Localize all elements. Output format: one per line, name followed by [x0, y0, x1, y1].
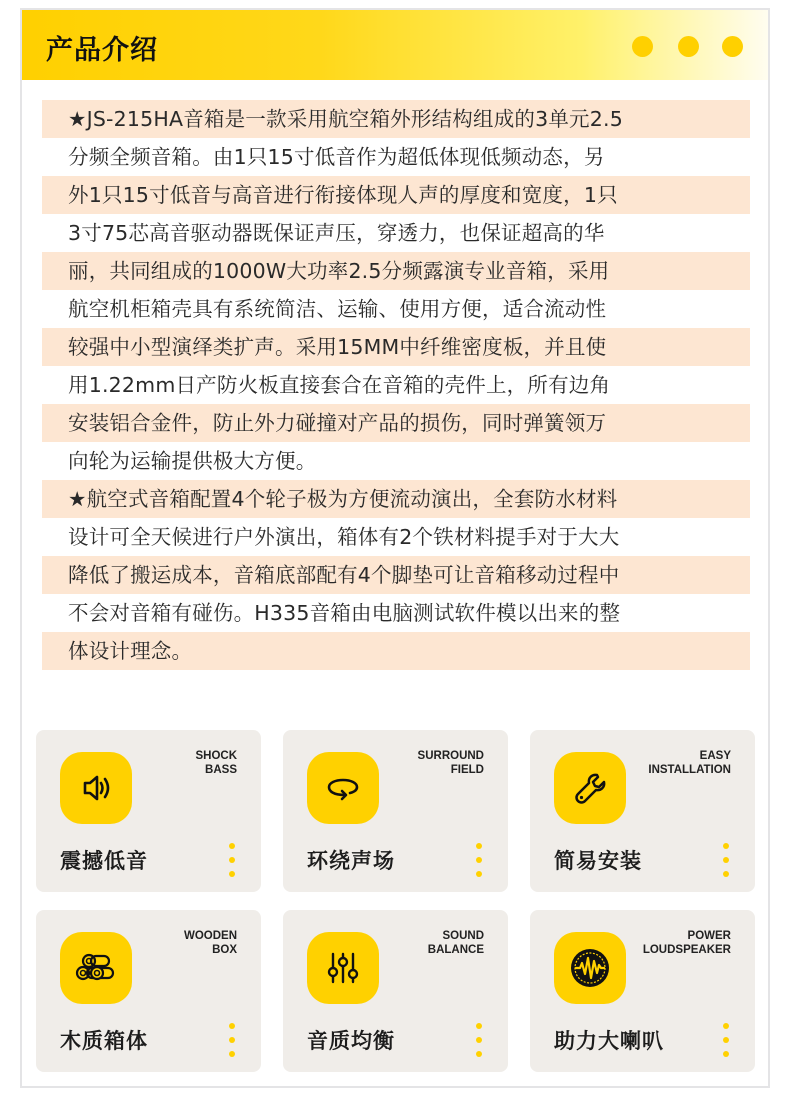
feature-en-label: EASY INSTALLATION — [648, 750, 731, 776]
feature-card-power-loudspeaker[interactable] — [530, 910, 755, 1072]
wood-logs-icon — [60, 932, 132, 1004]
feature-card-sound-balance[interactable] — [283, 910, 508, 1072]
feature-zh-label: 助力大喇叭 — [554, 1029, 664, 1053]
product-intro-frame — [20, 8, 770, 1088]
feature-zh-label: 音质均衡 — [307, 1029, 395, 1053]
description-line: 丽，共同组成的1000W大功率2.5分频露演专业音箱，采用 — [42, 252, 750, 290]
description-line: ★JS-215HA音箱是一款采用航空箱外形结构组成的3单元2.5 — [42, 100, 750, 138]
more-options-icon[interactable] — [722, 1023, 730, 1057]
feature-en-label: SURROUND FIELD — [417, 750, 484, 776]
more-options-icon[interactable] — [475, 1023, 483, 1057]
feature-zh-label: 环绕声场 — [307, 849, 395, 873]
feature-en-label: SOUND BALANCE — [427, 930, 484, 956]
feature-en-label: WOODEN BOX — [183, 930, 237, 956]
description-line: 设计可全天候进行户外演出，箱体有2个铁材料提手对于大大 — [68, 525, 620, 549]
feature-card-wooden-box[interactable] — [36, 910, 261, 1072]
description-line: 不会对音箱有碰伤。H335音箱由电脑测试软件模以出来的整 — [68, 601, 621, 625]
more-options-icon[interactable] — [722, 843, 730, 877]
section-title: 产品介绍 — [46, 35, 158, 66]
description-line: 安装铝合金件，防止外力碰撞对产品的损伤，同时弹簧领万 — [42, 404, 750, 442]
feature-en-label: SHOCK BASS — [195, 750, 237, 776]
description-line: 分频全频音箱。由1只15寸低音作为超低体现低频动态，另 — [68, 145, 605, 169]
more-options-icon[interactable] — [475, 843, 483, 877]
description-line: 体设计理念。 — [42, 632, 750, 670]
description-line: 航空机柜箱壳具有系统简洁、运输、使用方便，适合流动性 — [68, 297, 607, 321]
product-description — [42, 100, 750, 670]
description-line: 向轮为运输提供极大方便。 — [68, 449, 317, 473]
equalizer-sliders-icon — [307, 932, 379, 1004]
speaker-waves-icon — [60, 752, 132, 824]
header-dot — [678, 36, 699, 57]
header-dot — [722, 36, 743, 57]
description-line: 3寸75芯高音驱动器既保证声压，穿透力，也保证超高的华 — [68, 221, 605, 245]
power-sound-icon — [554, 932, 626, 1004]
description-line: 用1.22mm日产防火板直接套合在音箱的壳件上，所有边角 — [68, 373, 611, 397]
section-header — [22, 10, 768, 80]
description-line: 外1只15寸低音与高音进行衔接体现人声的厚度和宽度，1只 — [42, 176, 750, 214]
feature-zh-label: 震撼低音 — [60, 849, 148, 873]
description-line: ★航空式音箱配置4个轮子极为方便流动演出，全套防水材料 — [42, 480, 750, 518]
feature-zh-label: 简易安装 — [554, 849, 642, 873]
more-options-icon[interactable] — [228, 1023, 236, 1057]
more-options-icon[interactable] — [228, 843, 236, 877]
surround-loop-icon — [307, 752, 379, 824]
feature-card-surround-field[interactable] — [283, 730, 508, 892]
header-dot — [632, 36, 653, 57]
wrench-icon — [554, 752, 626, 824]
feature-zh-label: 木质箱体 — [60, 1029, 148, 1053]
feature-en-label: POWER LOUDSPEAKER — [642, 930, 731, 956]
description-line: 较强中小型演绎类扩声。采用15MM中纤维密度板，并且使 — [42, 328, 750, 366]
feature-card-shock-bass[interactable] — [36, 730, 261, 892]
description-line: 降低了搬运成本，音箱底部配有4个脚垫可让音箱移动过程中 — [42, 556, 750, 594]
feature-card-easy-installation[interactable] — [530, 730, 755, 892]
